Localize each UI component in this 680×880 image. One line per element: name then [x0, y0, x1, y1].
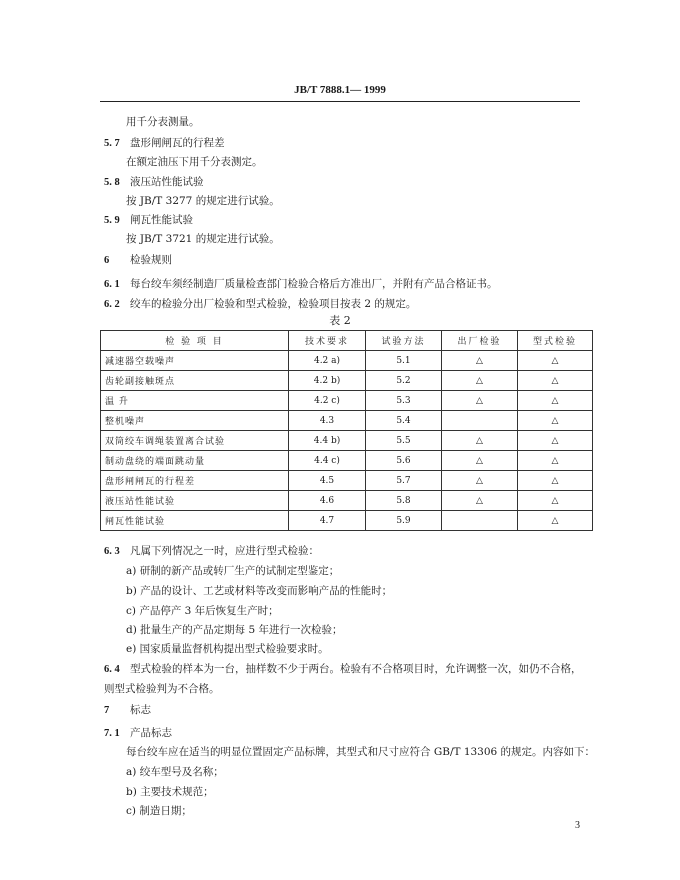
- row-requirement: 4.6: [289, 491, 366, 511]
- row-factory-check: △: [442, 471, 518, 491]
- clause-number: 5. 9: [104, 215, 120, 226]
- clause-text: b) 主要技术规范；: [126, 786, 214, 798]
- text-line: [104, 174, 204, 189]
- table-header-row: [101, 331, 593, 351]
- text-line: [126, 603, 279, 618]
- row-type-check: △: [518, 511, 593, 531]
- clause-text: 按 JB/T 3721 的规定进行试验。: [126, 233, 280, 245]
- row-method: 5.7: [366, 471, 442, 491]
- table-row: [101, 371, 593, 391]
- clause-number: 6. 4: [104, 664, 120, 675]
- row-item: 双筒绞车调绳装置离合试验: [101, 431, 289, 451]
- running-header: JB/T 7888.1— 1999: [294, 84, 386, 96]
- text-line: [104, 276, 498, 291]
- clause-text: 盘形闸闸瓦的行程差: [130, 137, 225, 149]
- table-row: [101, 471, 593, 491]
- row-type-check: △: [518, 431, 593, 451]
- clause-text: 检验规则: [130, 254, 172, 266]
- row-type-check: △: [518, 371, 593, 391]
- table-row: [101, 391, 593, 411]
- table-row: [101, 511, 593, 531]
- row-requirement: 4.3: [289, 411, 366, 431]
- row-method: 5.9: [366, 511, 442, 531]
- clause-text: c) 产品停产 3 年后恢复生产时；: [126, 605, 279, 617]
- row-method: 5.3: [366, 391, 442, 411]
- text-line: [126, 641, 329, 656]
- table-row: [101, 451, 593, 471]
- row-requirement: 4.4 c): [289, 451, 366, 471]
- clause-text: a) 绞车型号及名称；: [126, 766, 224, 778]
- table-row: [101, 431, 593, 451]
- clause-text: 型式检验的样本为一台，抽样数不少于两台。检验有不合格项目时，允许调整一次，如仍不合格，: [130, 663, 582, 675]
- row-requirement: 4.4 b): [289, 431, 366, 451]
- text-line: [126, 744, 595, 759]
- clause-text: 则型式检验判为不合格。: [104, 683, 220, 695]
- clause-text: 凡属下列情况之一时，应进行型式检验：: [130, 545, 319, 557]
- row-factory-check: △: [442, 351, 518, 371]
- row-requirement: 4.2 c): [289, 391, 366, 411]
- clause-number: 6. 2: [104, 299, 120, 310]
- header-requirement: 技术要求: [289, 331, 366, 351]
- row-requirement: 4.2 b): [289, 371, 366, 391]
- clause-text: 闸瓦性能试验: [130, 214, 193, 226]
- inspection-items-table: [100, 330, 593, 531]
- header-factory: 出厂检验: [442, 331, 518, 351]
- row-item: 温 升: [101, 391, 289, 411]
- clause-number: 7. 1: [104, 728, 120, 739]
- text-line: [104, 296, 416, 311]
- row-factory-check: △: [442, 431, 518, 451]
- table-row: [101, 491, 593, 511]
- row-item: 液压站性能试验: [101, 491, 289, 511]
- row-type-check: △: [518, 491, 593, 511]
- text-line: [126, 803, 192, 818]
- text-line: [126, 193, 280, 208]
- text-line: [126, 563, 339, 578]
- text-line: [104, 543, 319, 558]
- text-line: [126, 154, 263, 169]
- text-line: [104, 702, 151, 717]
- row-factory-check: [442, 511, 518, 531]
- row-item: 制动盘绕的端面跳动量: [101, 451, 289, 471]
- text-line: [104, 661, 582, 676]
- row-type-check: △: [518, 451, 593, 471]
- clause-text: a) 研制的新产品或转厂生产的试制定型鉴定；: [126, 565, 340, 577]
- row-factory-check: △: [442, 371, 518, 391]
- text-line: [104, 725, 172, 740]
- row-factory-check: △: [442, 451, 518, 471]
- row-type-check: △: [518, 471, 593, 491]
- clause-text: 标志: [130, 704, 151, 716]
- table-row: [101, 411, 593, 431]
- text-line: [126, 114, 200, 129]
- row-method: 5.8: [366, 491, 442, 511]
- row-method: 5.6: [366, 451, 442, 471]
- header-method: 试验方法: [366, 331, 442, 351]
- clause-text: 按 JB/T 3277 的规定进行试验。: [126, 195, 280, 207]
- row-method: 5.4: [366, 411, 442, 431]
- table-caption: 表 2: [329, 314, 351, 327]
- header-type: 型式检验: [518, 331, 593, 351]
- row-requirement: 4.2 a): [289, 351, 366, 371]
- clause-number: 6. 1: [104, 279, 120, 290]
- text-line: [104, 681, 220, 696]
- row-factory-check: △: [442, 491, 518, 511]
- clause-text: e) 国家质量监督机构提出型式检验要求时。: [126, 643, 329, 655]
- clause-number: 6: [104, 255, 110, 266]
- row-factory-check: [442, 411, 518, 431]
- clause-text: 产品标志: [130, 727, 172, 739]
- row-requirement: 4.7: [289, 511, 366, 531]
- text-line: [126, 231, 280, 246]
- text-line: [104, 252, 172, 267]
- row-factory-check: △: [442, 391, 518, 411]
- row-type-check: △: [518, 351, 593, 371]
- table-row: [101, 351, 593, 371]
- clause-text: d) 批量生产的产品定期每 5 年进行一次检验；: [126, 624, 343, 636]
- row-item: 整机噪声: [101, 411, 289, 431]
- row-method: 5.1: [366, 351, 442, 371]
- clause-text: 用千分表测量。: [126, 116, 200, 128]
- clause-text: 液压站性能试验: [130, 176, 204, 188]
- row-type-check: △: [518, 411, 593, 431]
- page-number: 3: [575, 820, 580, 831]
- header-rule: [100, 101, 580, 102]
- text-line: [126, 764, 224, 779]
- row-item: 闸瓦性能试验: [101, 511, 289, 531]
- header-item: 检 验 项 目: [101, 331, 289, 351]
- clause-text: 绞车的检验分出厂检验和型式检验，检验项目按表 2 的规定。: [130, 298, 417, 310]
- row-method: 5.2: [366, 371, 442, 391]
- row-requirement: 4.5: [289, 471, 366, 491]
- clause-text: b) 产品的设计、工艺或材料等改变而影响产品的性能时；: [126, 585, 393, 597]
- clause-number: 5. 8: [104, 177, 120, 188]
- clause-number: 5. 7: [104, 138, 120, 149]
- clause-number: 7: [104, 705, 110, 716]
- text-line: [126, 583, 392, 598]
- row-item: 盘形闸闸瓦的行程差: [101, 471, 289, 491]
- clause-number: 6. 3: [104, 546, 120, 557]
- text-line: [104, 135, 225, 150]
- clause-text: c) 制造日期；: [126, 805, 192, 817]
- row-type-check: △: [518, 391, 593, 411]
- text-line: [126, 784, 214, 799]
- row-method: 5.5: [366, 431, 442, 451]
- text-line: [126, 622, 343, 637]
- clause-text: 在额定油压下用千分表测定。: [126, 156, 263, 168]
- row-item: 减速器空载噪声: [101, 351, 289, 371]
- clause-text: 每台绞车须经制造厂质量检查部门检验合格后方准出厂，并附有产品合格证书。: [130, 278, 498, 290]
- clause-text: 每台绞车应在适当的明显位置固定产品标牌，其型式和尺寸应符合 GB/T 13306 的规定。内容如下：: [126, 746, 596, 758]
- row-item: 齿轮副接触斑点: [101, 371, 289, 391]
- text-line: [104, 212, 193, 227]
